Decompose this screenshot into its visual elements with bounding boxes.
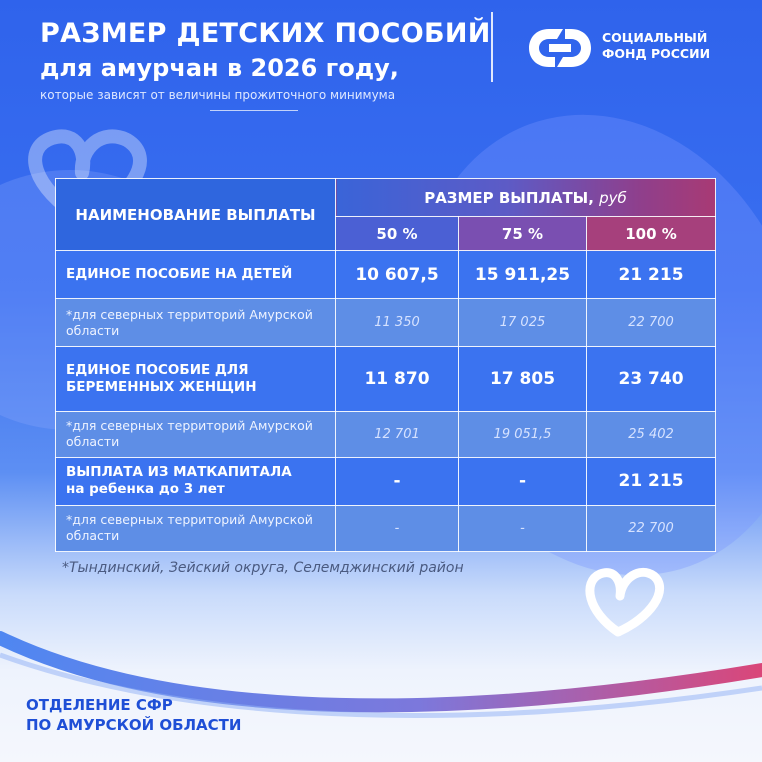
page-title: РАЗМЕР ДЕТСКИХ ПОСОБИЙ	[40, 18, 491, 49]
value-50: -	[336, 505, 459, 551]
row-name: *для северных территорий Амурской области	[56, 505, 336, 551]
row-name-line2: на ребенка до 3 лет	[66, 481, 225, 498]
column-header-name: НАИМЕНОВАНИЕ ВЫПЛАТЫ	[56, 179, 336, 251]
value-100: 23 740	[587, 347, 716, 411]
value-100: 22 700	[587, 299, 716, 347]
row-name	[56, 457, 336, 505]
subtitle-underline	[210, 110, 298, 111]
table-header-row	[56, 179, 716, 217]
table-row	[56, 347, 716, 411]
logo-text	[602, 30, 710, 62]
header-divider	[491, 12, 493, 82]
row-name-line1: ВЫПЛАТА ИЗ МАТКАПИТАЛА	[66, 464, 292, 481]
value-75: -	[459, 457, 587, 505]
column-header-100: 100 %	[587, 217, 716, 251]
row-name: *для северных территорий Амурской области	[56, 411, 336, 457]
row-name: *для северных территорий Амурской области	[56, 299, 336, 347]
footer-line1: ОТДЕЛЕНИЕ СФР	[26, 696, 173, 714]
page-subtitle: которые зависят от величины прожиточного минимума	[40, 88, 396, 102]
footnote: *Тындинский, Зейский округа, Селемджинский район	[62, 560, 464, 576]
value-100: 22 700	[587, 505, 716, 551]
value-75: -	[459, 505, 587, 551]
row-name: ЕДИНОЕ ПОСОБИЕ НА ДЕТЕЙ	[56, 251, 336, 299]
logo-text-line1: СОЦИАЛЬНЫЙ	[602, 30, 708, 45]
sfr-logo-icon	[527, 23, 593, 73]
value-50: 12 701	[336, 411, 459, 457]
value-100: 21 215	[587, 457, 716, 505]
column-header-size-label: РАЗМЕР ВЫПЛАТЫ,	[424, 188, 594, 207]
value-75: 19 051,5	[459, 411, 587, 457]
value-50: 11 350	[336, 299, 459, 347]
column-header-50: 50 %	[336, 217, 459, 251]
footer-line2: ПО АМУРСКОЙ ОБЛАСТИ	[26, 716, 242, 734]
value-50: -	[336, 457, 459, 505]
row-name: ЕДИНОЕ ПОСОБИЕ ДЛЯ БЕРЕМЕННЫХ ЖЕНЩИН	[56, 347, 336, 411]
value-75: 15 911,25	[459, 251, 587, 299]
column-header-size	[336, 179, 716, 217]
table-row	[56, 411, 716, 457]
column-header-75: 75 %	[459, 217, 587, 251]
table-row	[56, 457, 716, 505]
value-75: 17 805	[459, 347, 587, 411]
page-title-line2: для амурчан в 2026 году,	[40, 54, 399, 82]
value-100: 21 215	[587, 251, 716, 299]
value-50: 11 870	[336, 347, 459, 411]
benefits-table	[55, 178, 716, 552]
value-75: 17 025	[459, 299, 587, 347]
table-row	[56, 299, 716, 347]
value-100: 25 402	[587, 411, 716, 457]
logo-text-line2: ФОНД РОССИИ	[602, 46, 711, 61]
table-row	[56, 251, 716, 299]
value-50: 10 607,5	[336, 251, 459, 299]
footer-organization	[26, 695, 241, 735]
table-row	[56, 505, 716, 551]
column-header-unit: руб	[599, 188, 627, 207]
